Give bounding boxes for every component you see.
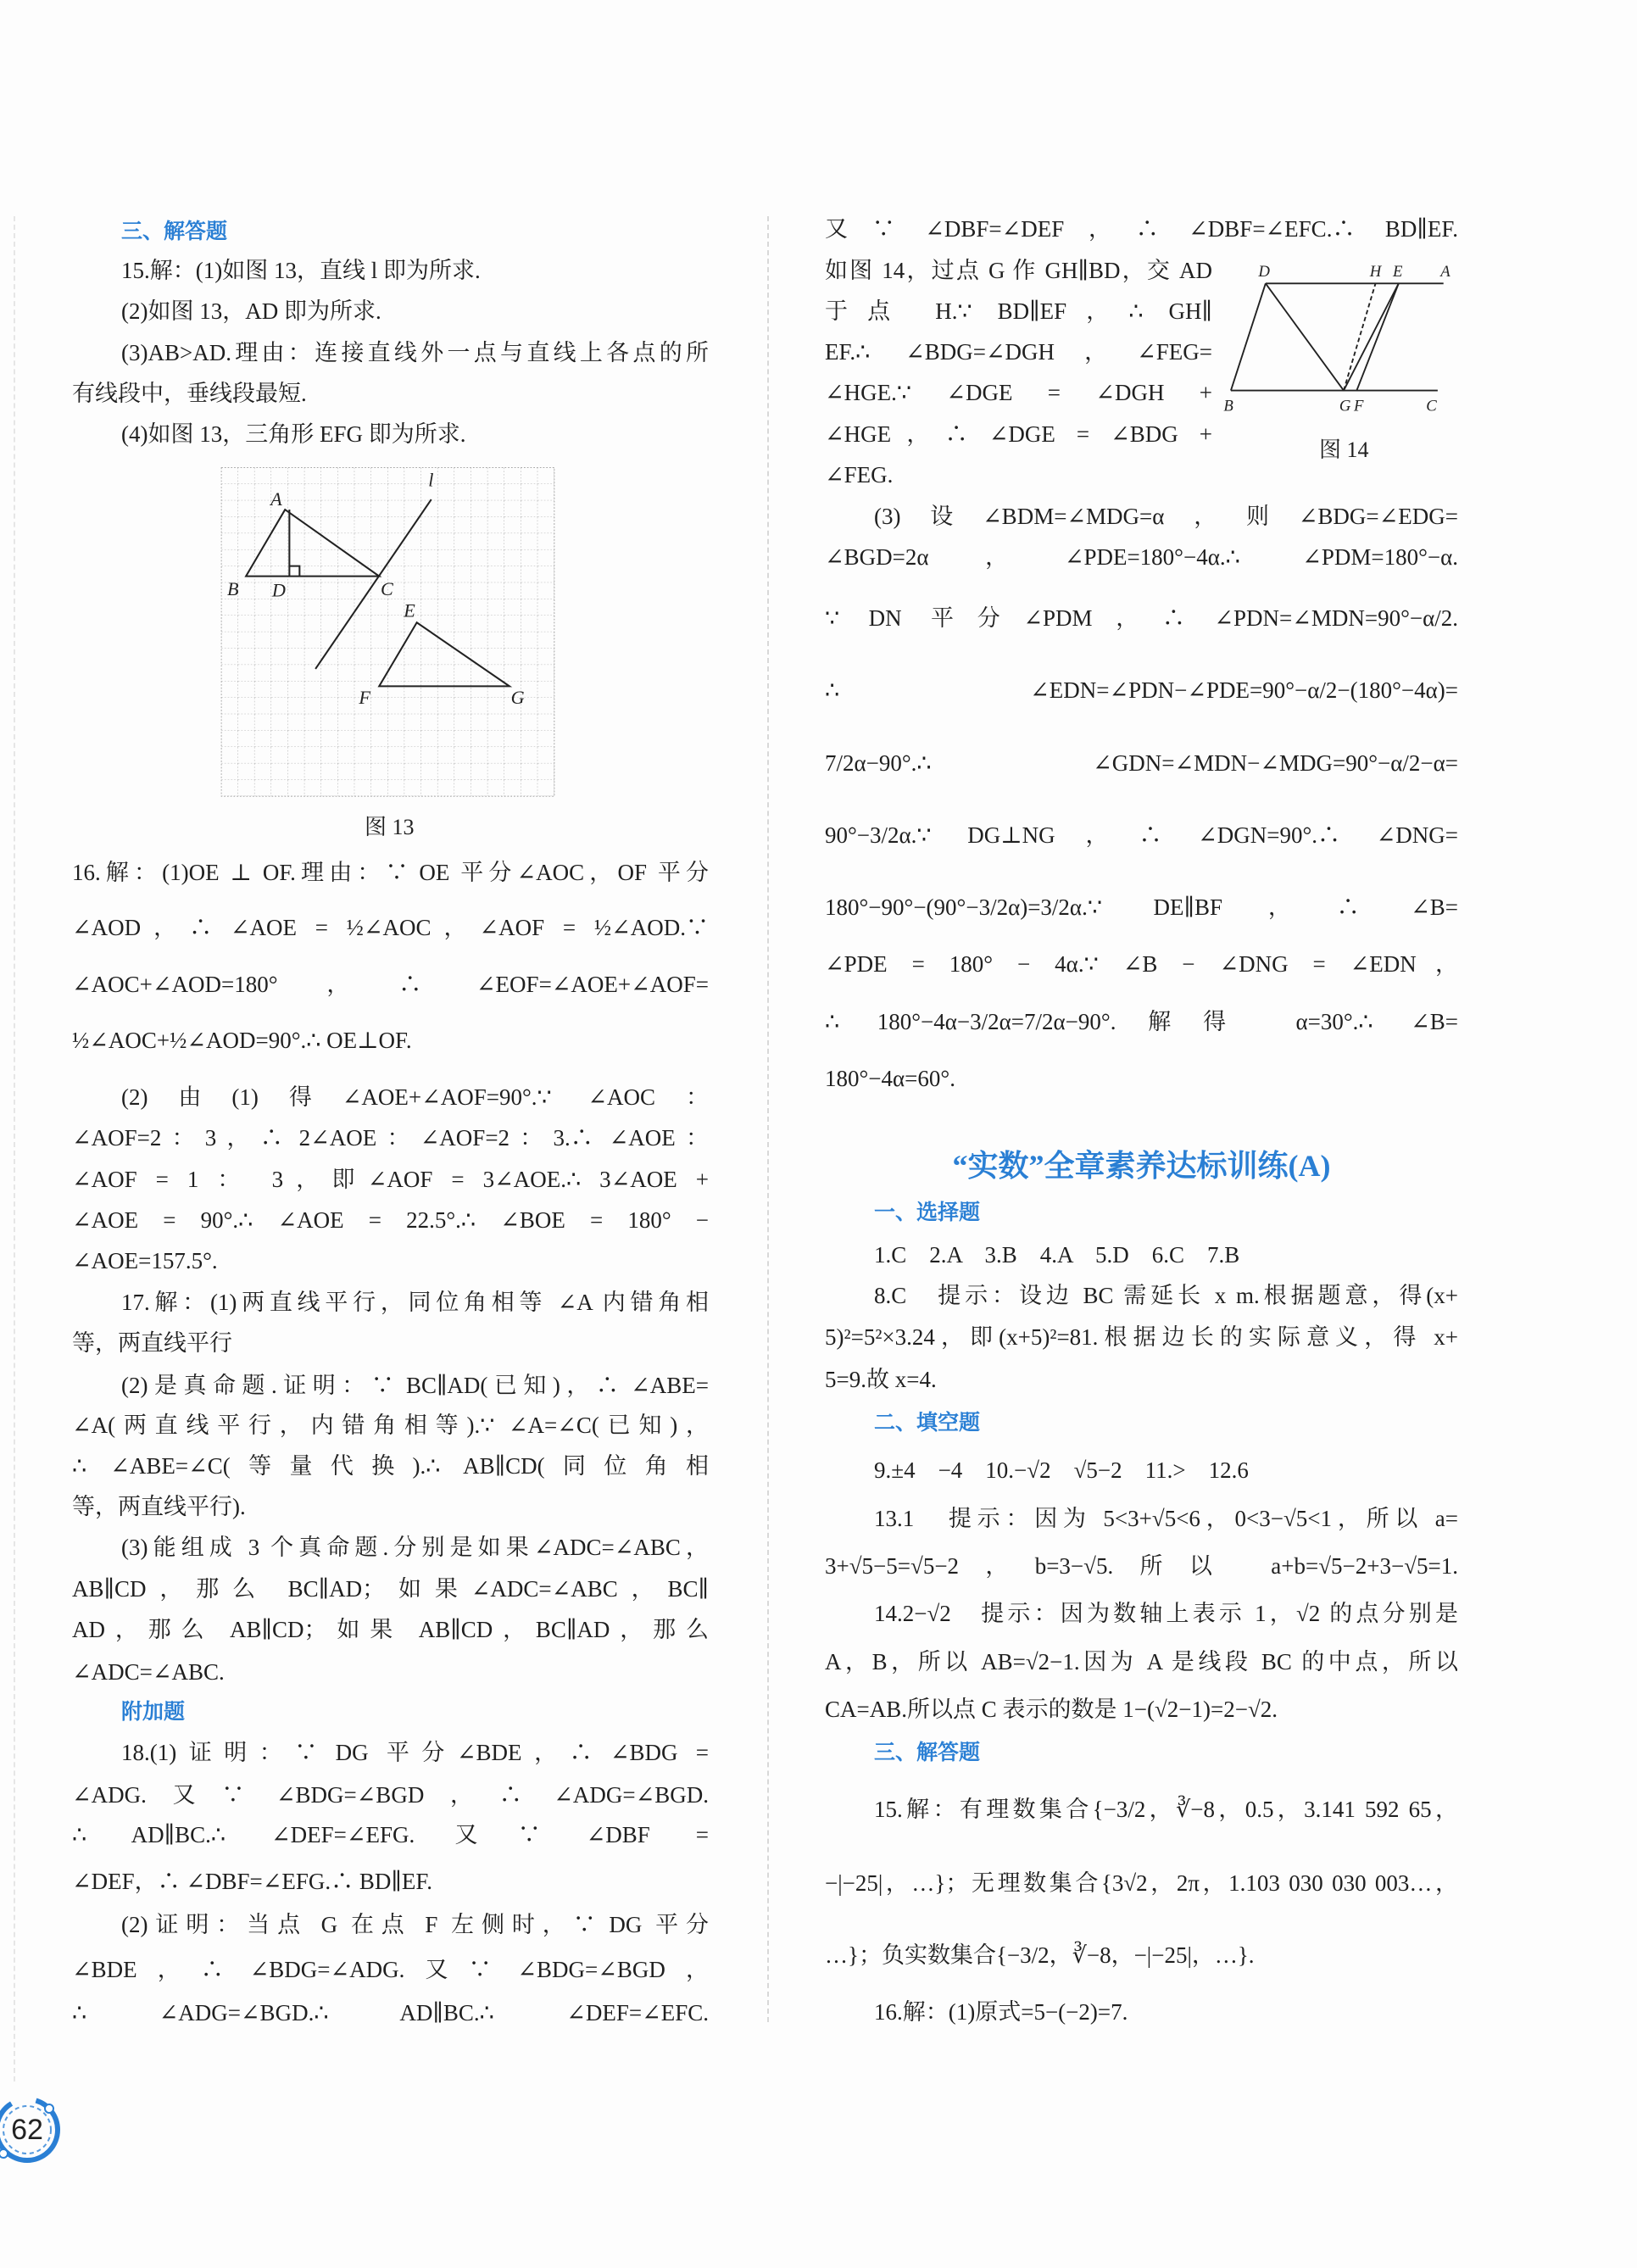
text-line: ∠BGD=2α，∠PDE=180°−4α.∴ ∠PDM=180°−α. <box>825 544 1458 570</box>
text-line: 如图 14，过点 G 作 GH∥BD，交 AD <box>825 258 1212 283</box>
text-line: A，B，所以 AB=√2−1.因为 A 是线段 BC 的中点，所以 <box>825 1649 1458 1675</box>
text-line: −|−25|，…}；无理数集合{3√2，2π，1.103 030 030 003…， <box>825 1870 1458 1896</box>
text-line: AB∥CD，那么 BC∥AD；如果∠ADC=∠ABC，BC∥ <box>72 1576 709 1602</box>
label-b: B <box>1223 397 1233 415</box>
text-line: 180°−90°−(90°−3/2α)=3/2α.∵ DE∥BF，∴ ∠B= <box>825 894 1458 920</box>
figure-13 <box>217 463 559 800</box>
text-line: (2)证明：当点 G 在点 F 左侧时，∵ DG 平分 <box>121 1912 709 1937</box>
text-line: ½∠AOC+½∠AOD=90°.∴ OE⊥OF. <box>72 1028 412 1053</box>
text-line: 7/2α−90°.∴ ∠GDN=∠MDN−∠MDG=90°−α/2−α= <box>825 750 1458 776</box>
segment-db <box>1231 283 1266 390</box>
text-line: (2)由(1)得∠AOE+∠AOF=90°.∵ ∠AOC： <box>121 1084 709 1110</box>
text-line: 5)²=5²×3.24，即(x+5)²=81.根据边长的实际意义，得 x+ <box>825 1324 1458 1350</box>
text-line: 180°−4α=60°. <box>825 1066 955 1091</box>
text-line: (3)AB>AD.理由：连接直线外一点与直线上各点的所 <box>121 340 709 365</box>
text-line: ∠HGE，∴ ∠DGE = ∠BDG + <box>825 421 1212 447</box>
page-number-badge <box>0 2094 63 2165</box>
section-heading: 一、选择题 <box>874 1200 981 1224</box>
text-line: CA=AB.所以点 C 表示的数是 1−(√2−1)=2−√2. <box>825 1697 1278 1722</box>
text-line: 14.2−√2 提示：因为数轴上表示 1，√2 的点分别是 <box>874 1601 1458 1626</box>
label-e: E <box>1393 262 1403 281</box>
text-line: ∠PDE = 180° − 4α.∵ ∠B − ∠DNG = ∠EDN， <box>825 951 1458 977</box>
label-h: H <box>1369 262 1382 281</box>
text-line: ∠AOF = 1 ： 3，即∠AOF = 3∠AOE.∴ 3∠AOE + <box>72 1167 709 1192</box>
text-line: (4)如图 13，三角形 EFG 即为所求. <box>121 421 466 447</box>
text-line: ∴ AD∥BC.∴ ∠DEF=∠EFG.又∵ ∠DBF = <box>72 1822 709 1847</box>
label-g: G <box>1339 397 1351 415</box>
segment-dg <box>1266 283 1344 390</box>
page-edge-line <box>14 216 15 2081</box>
text-line: (2)如图 13，AD 即为所求. <box>121 298 381 324</box>
label-c: C <box>1426 397 1437 415</box>
text-line: (3)设∠BDM=∠MDG=α，则∠BDG=∠EDG= <box>874 504 1458 529</box>
figure-13-caption: 图 13 <box>365 815 415 839</box>
text-line: ∵ DN 平分∠PDM，∴ ∠PDN=∠MDN=90°−α/2. <box>825 605 1458 631</box>
text-line: 15.解：(1)如图 13，直线 l 即为所求. <box>121 258 481 283</box>
text-line: 17.解：(1)两直线平行，同位角相等 ∠A 内错角相 <box>121 1290 709 1315</box>
label-d: D <box>271 579 286 601</box>
text-line: ∠AOF=2：3，∴ 2∠AOE：∠AOF=2：3.∴ ∠AOE： <box>72 1125 709 1151</box>
text-line: …}；负实数集合{−3/2，∛−8，−|−25|，…}. <box>825 1942 1255 1968</box>
label-g: G <box>510 686 525 708</box>
text-line: ∴ ∠EDN=∠PDN−∠PDE=90°−α/2−(180°−4α)= <box>825 677 1458 703</box>
text-line: ∴ ∠ADG=∠BGD.∴ AD∥BC.∴ ∠DEF=∠EFC. <box>72 2000 709 2026</box>
text-line: 3+√5−5=√5−2，b=3−√5.所以 a+b=√5−2+3−√5=1. <box>825 1553 1458 1579</box>
text-line: EF.∴ ∠BDG=∠DGH，∠FEG= <box>825 339 1212 365</box>
section-heading: 三、解答题 <box>121 219 228 243</box>
text-line: ∠AOC+∠AOD=180°，∴ ∠EOF=∠AOE+∠AOF= <box>72 972 709 997</box>
text-line: 又∵ ∠DBF=∠DEF，∴ ∠DBF=∠EFC.∴ BD∥EF. <box>825 216 1458 242</box>
label-f: F <box>359 686 370 708</box>
label-a: A <box>1440 262 1450 281</box>
text-line: 等，两直线平行). <box>72 1494 246 1519</box>
text-line: ∠AOE=157.5°. <box>72 1248 218 1273</box>
label-d: D <box>1258 262 1270 281</box>
text-line: ∠A(两直线平行，内错角相等).∵ ∠A=∠C(已知)， <box>72 1413 709 1438</box>
label-c: C <box>380 577 393 599</box>
figure-14 <box>1221 254 1467 424</box>
text-line: 90°−3/2α.∵ DG⊥NG，∴ ∠DGN=90°.∴ ∠DNG= <box>825 822 1458 848</box>
text-line: 16.解：(1)OE ⊥ OF.理由：∵ OE 平分∠AOC，OF 平分 <box>72 860 709 885</box>
text-line: 13.1 提示：因为 5<3+√5<6，0<3−√5<1，所以 a= <box>874 1506 1458 1531</box>
section-heading: 附加题 <box>121 1699 186 1724</box>
grid-background <box>221 468 554 797</box>
section-heading: 三、解答题 <box>874 1740 981 1764</box>
text-line: 18.(1)证明：∵ DG 平分∠BDE，∴ ∠BDG = <box>121 1740 709 1765</box>
page-number: 62 <box>11 2114 43 2146</box>
text-line: ∴ ∠ABE=∠C(等量代换).∴ AB∥CD(同位角相 <box>72 1453 709 1479</box>
segment-fe <box>1356 283 1398 390</box>
text-line: 16.解：(1)原式=5−(−2)=7. <box>874 1999 1128 2025</box>
text-line: ∠AOE = 90°.∴ ∠AOE = 22.5°.∴ ∠BOE = 180° − <box>72 1207 709 1233</box>
text-line: 等，两直线平行 <box>72 1330 232 1356</box>
answer-line: 9.±4 −4 10.−√2 √5−2 11.> 12.6 <box>874 1457 1249 1483</box>
label-a: A <box>270 488 282 510</box>
label-b: B <box>226 577 239 599</box>
figure-14-caption: 图 14 <box>1319 437 1369 462</box>
section-title: “实数”全章素养达标训练(A) <box>952 1149 1331 1183</box>
text-line: ∠FEG. <box>825 462 894 488</box>
text-line: ∠ADC=∠ABC. <box>72 1659 225 1685</box>
section-heading: 二、填空题 <box>874 1410 981 1435</box>
text-line: ∠ADG.又∵ ∠BDG=∠BGD，∴ ∠ADG=∠BGD. <box>72 1782 709 1808</box>
text-line: ∴ 180°−4α−3/2α=7/2α−90°.解得 α=30°.∴ ∠B= <box>825 1009 1458 1034</box>
text-line: (2)是真命题.证明：∵ BC∥AD(已知)，∴ ∠ABE= <box>121 1373 709 1398</box>
text-line: 有线段中，垂线段最短. <box>72 381 307 406</box>
text-line: 5=9.故 x=4. <box>825 1367 937 1392</box>
text-line: AD，那么 AB∥CD；如果 AB∥CD，BC∥AD，那么 <box>72 1617 709 1642</box>
text-line: 8.C 提示：设边 BC 需延长 x m.根据题意，得(x+ <box>874 1283 1458 1308</box>
text-line: ∠AOD，∴ ∠AOE = ½∠AOC，∠AOF = ½∠AOD.∵ <box>72 915 709 940</box>
label-l: l <box>428 469 434 491</box>
answer-line: 1.C 2.A 3.B 4.A 5.D 6.C 7.B <box>874 1242 1240 1268</box>
text-line: 于点 H.∵ BD∥EF，∴ GH∥ <box>825 298 1212 324</box>
text-line: ∠BDE，∴ ∠BDG=∠ADG.又∵ ∠BDG=∠BGD， <box>72 1957 709 1982</box>
label-f: F <box>1353 397 1364 415</box>
text-line: ∠HGE.∵ ∠DGE = ∠DGH + <box>825 380 1212 405</box>
text-line: ∠DEF，∴ ∠DBF=∠EFG.∴ BD∥EF. <box>72 1869 432 1894</box>
text-line: (3)能组成 3 个真命题.分别是如果∠ADC=∠ABC， <box>121 1535 709 1560</box>
column-divider <box>767 216 769 2022</box>
text-line: 15.解：有理数集合{−3/2，∛−8，0.5，3.141 592 65， <box>874 1797 1458 1822</box>
label-e: E <box>404 599 415 621</box>
